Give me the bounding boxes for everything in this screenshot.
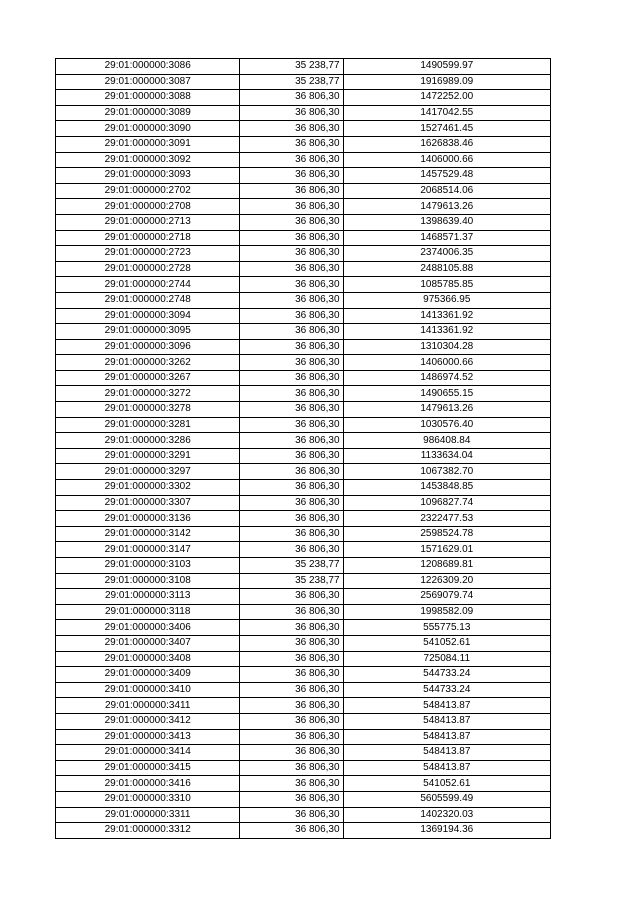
table-row: [56, 199, 551, 215]
cadastral-value-cell: 548413.87: [343, 745, 550, 761]
cadastral-number-cell: 29:01:000000:3412: [56, 713, 240, 729]
cadastral-value-cell: 1133634.04: [343, 448, 550, 464]
table-row: [56, 74, 551, 90]
area-cell: 36 806,30: [240, 308, 343, 324]
table-row: [56, 511, 551, 527]
cadastral-number-cell: 29:01:000000:3118: [56, 604, 240, 620]
area-cell: 36 806,30: [240, 246, 343, 262]
cadastral-number-cell: 29:01:000000:2702: [56, 183, 240, 199]
table-row: [56, 168, 551, 184]
cadastral-number-cell: 29:01:000000:3272: [56, 386, 240, 402]
cadastral-value-cell: 1453848.85: [343, 480, 550, 496]
table-row: [56, 386, 551, 402]
cadastral-number-cell: 29:01:000000:3310: [56, 791, 240, 807]
table-row: [56, 90, 551, 106]
area-cell: 36 806,30: [240, 230, 343, 246]
cadastral-value-cell: 1527461.45: [343, 121, 550, 137]
table-row: [56, 308, 551, 324]
cadastral-number-cell: 29:01:000000:3147: [56, 542, 240, 558]
area-cell: 36 806,30: [240, 386, 343, 402]
cadastral-value-cell: 1085785.85: [343, 277, 550, 293]
area-cell: 36 806,30: [240, 823, 343, 839]
table-row: [56, 604, 551, 620]
cadastral-value-cell: 555775.13: [343, 620, 550, 636]
table-row: [56, 105, 551, 121]
cadastral-number-cell: 29:01:000000:3413: [56, 729, 240, 745]
cadastral-value-cell: 1626838.46: [343, 136, 550, 152]
cadastral-value-cell: 2322477.53: [343, 511, 550, 527]
area-cell: 36 806,30: [240, 136, 343, 152]
cadastral-value-cell: 1406000.66: [343, 152, 550, 168]
cadastral-number-cell: 29:01:000000:3113: [56, 589, 240, 605]
table-row: [56, 402, 551, 418]
cadastral-number-cell: 29:01:000000:3415: [56, 760, 240, 776]
cadastral-value-cell: 2488105.88: [343, 261, 550, 277]
table-row: [56, 121, 551, 137]
table-row: [56, 417, 551, 433]
area-cell: 36 806,30: [240, 713, 343, 729]
area-cell: 36 806,30: [240, 261, 343, 277]
cadastral-number-cell: 29:01:000000:3291: [56, 448, 240, 464]
area-cell: 36 806,30: [240, 464, 343, 480]
cadastral-number-cell: 29:01:000000:3089: [56, 105, 240, 121]
cadastral-number-cell: 29:01:000000:2713: [56, 214, 240, 230]
cadastral-value-cell: 986408.84: [343, 433, 550, 449]
cadastral-number-cell: 29:01:000000:3281: [56, 417, 240, 433]
table-body: [56, 59, 551, 839]
area-cell: 36 806,30: [240, 121, 343, 137]
cadastral-number-cell: 29:01:000000:2718: [56, 230, 240, 246]
cadastral-number-cell: 29:01:000000:3091: [56, 136, 240, 152]
cadastral-number-cell: 29:01:000000:3416: [56, 776, 240, 792]
cadastral-number-cell: 29:01:000000:2708: [56, 199, 240, 215]
area-cell: 36 806,30: [240, 417, 343, 433]
area-cell: 36 806,30: [240, 292, 343, 308]
cadastral-value-cell: 1457529.48: [343, 168, 550, 184]
table-row: [56, 620, 551, 636]
cadastral-value-cell: 544733.24: [343, 667, 550, 683]
area-cell: 36 806,30: [240, 152, 343, 168]
cadastral-value-cell: 1916989.09: [343, 74, 550, 90]
cadastral-number-cell: 29:01:000000:3311: [56, 807, 240, 823]
cadastral-number-cell: 29:01:000000:3262: [56, 355, 240, 371]
table-row: [56, 745, 551, 761]
table-row: [56, 355, 551, 371]
table-row: [56, 729, 551, 745]
table-row: [56, 698, 551, 714]
cadastral-number-cell: 29:01:000000:3087: [56, 74, 240, 90]
cadastral-number-cell: 29:01:000000:2728: [56, 261, 240, 277]
area-cell: 36 806,30: [240, 277, 343, 293]
table-row: [56, 635, 551, 651]
area-cell: 36 806,30: [240, 355, 343, 371]
area-cell: 36 806,30: [240, 370, 343, 386]
cadastral-number-cell: 29:01:000000:3086: [56, 59, 240, 75]
table-row: [56, 448, 551, 464]
cadastral-value-cell: 1998582.09: [343, 604, 550, 620]
cadastral-number-cell: 29:01:000000:3108: [56, 573, 240, 589]
table-row: [56, 558, 551, 574]
cadastral-number-cell: 29:01:000000:3142: [56, 526, 240, 542]
area-cell: 36 806,30: [240, 620, 343, 636]
area-cell: 36 806,30: [240, 791, 343, 807]
area-cell: 36 806,30: [240, 589, 343, 605]
cadastral-value-cell: 1208689.81: [343, 558, 550, 574]
table-row: [56, 713, 551, 729]
cadastral-number-cell: 29:01:000000:3096: [56, 339, 240, 355]
cadastral-number-cell: 29:01:000000:3312: [56, 823, 240, 839]
area-cell: 36 806,30: [240, 698, 343, 714]
cadastral-value-cell: 1310304.28: [343, 339, 550, 355]
table-row: [56, 807, 551, 823]
area-cell: 36 806,30: [240, 511, 343, 527]
area-cell: 36 806,30: [240, 635, 343, 651]
area-cell: 35 238,77: [240, 74, 343, 90]
area-cell: 36 806,30: [240, 480, 343, 496]
cadastral-number-cell: 29:01:000000:3409: [56, 667, 240, 683]
table-row: [56, 246, 551, 262]
table-row: [56, 292, 551, 308]
cadastral-value-cell: 1067382.70: [343, 464, 550, 480]
area-cell: 36 806,30: [240, 667, 343, 683]
cadastral-value-cell: 1479613.26: [343, 199, 550, 215]
area-cell: 36 806,30: [240, 495, 343, 511]
table-row: [56, 542, 551, 558]
cadastral-number-cell: 29:01:000000:3414: [56, 745, 240, 761]
area-cell: 36 806,30: [240, 402, 343, 418]
cadastral-number-cell: 29:01:000000:3410: [56, 682, 240, 698]
area-cell: 36 806,30: [240, 604, 343, 620]
table-row: [56, 495, 551, 511]
cadastral-value-cell: 2598524.78: [343, 526, 550, 542]
cadastral-value-cell: 1413361.92: [343, 324, 550, 340]
cadastral-number-cell: 29:01:000000:3088: [56, 90, 240, 106]
area-cell: 36 806,30: [240, 324, 343, 340]
cadastral-value-cell: 1571629.01: [343, 542, 550, 558]
cadastral-value-cell: 548413.87: [343, 713, 550, 729]
table-row: [56, 823, 551, 839]
area-cell: 36 806,30: [240, 339, 343, 355]
table-row: [56, 152, 551, 168]
area-cell: 36 806,30: [240, 760, 343, 776]
cadastral-value-cell: 1468571.37: [343, 230, 550, 246]
table-row: [56, 339, 551, 355]
cadastral-number-cell: 29:01:000000:3297: [56, 464, 240, 480]
cadastral-value-table: [55, 58, 551, 839]
cadastral-value-cell: 725084.11: [343, 651, 550, 667]
area-cell: 36 806,30: [240, 776, 343, 792]
table-row: [56, 370, 551, 386]
cadastral-value-cell: 544733.24: [343, 682, 550, 698]
cadastral-number-cell: 29:01:000000:3093: [56, 168, 240, 184]
table-row: [56, 682, 551, 698]
cadastral-number-cell: 29:01:000000:3307: [56, 495, 240, 511]
cadastral-value-cell: 548413.87: [343, 729, 550, 745]
area-cell: 36 806,30: [240, 745, 343, 761]
cadastral-value-cell: 1096827.74: [343, 495, 550, 511]
area-cell: 36 806,30: [240, 433, 343, 449]
cadastral-number-cell: 29:01:000000:3302: [56, 480, 240, 496]
cadastral-number-cell: 29:01:000000:3408: [56, 651, 240, 667]
area-cell: 36 806,30: [240, 526, 343, 542]
cadastral-value-cell: 1490655.15: [343, 386, 550, 402]
cadastral-number-cell: 29:01:000000:3090: [56, 121, 240, 137]
cadastral-value-cell: 1417042.55: [343, 105, 550, 121]
cadastral-number-cell: 29:01:000000:3406: [56, 620, 240, 636]
cadastral-value-cell: 1406000.66: [343, 355, 550, 371]
cadastral-value-cell: 1486974.52: [343, 370, 550, 386]
area-cell: 36 806,30: [240, 168, 343, 184]
area-cell: 36 806,30: [240, 214, 343, 230]
cadastral-value-cell: 1413361.92: [343, 308, 550, 324]
area-cell: 36 806,30: [240, 729, 343, 745]
table-row: [56, 651, 551, 667]
table-row: [56, 791, 551, 807]
area-cell: 36 806,30: [240, 199, 343, 215]
table-row: [56, 573, 551, 589]
table-row: [56, 183, 551, 199]
area-cell: 36 806,30: [240, 183, 343, 199]
table-row: [56, 433, 551, 449]
area-cell: 36 806,30: [240, 542, 343, 558]
table-row: [56, 136, 551, 152]
cadastral-number-cell: 29:01:000000:3411: [56, 698, 240, 714]
area-cell: 36 806,30: [240, 651, 343, 667]
cadastral-value-cell: 548413.87: [343, 760, 550, 776]
table-row: [56, 59, 551, 75]
cadastral-value-cell: 541052.61: [343, 635, 550, 651]
area-cell: 36 806,30: [240, 807, 343, 823]
table-row: [56, 261, 551, 277]
table-row: [56, 526, 551, 542]
cadastral-number-cell: 29:01:000000:3136: [56, 511, 240, 527]
cadastral-value-cell: 2374006.35: [343, 246, 550, 262]
area-cell: 36 806,30: [240, 105, 343, 121]
table-row: [56, 589, 551, 605]
cadastral-number-cell: 29:01:000000:2723: [56, 246, 240, 262]
table-row: [56, 776, 551, 792]
table-row: [56, 464, 551, 480]
cadastral-number-cell: 29:01:000000:2748: [56, 292, 240, 308]
table-row: [56, 324, 551, 340]
cadastral-value-cell: 975366.95: [343, 292, 550, 308]
cadastral-number-cell: 29:01:000000:3278: [56, 402, 240, 418]
cadastral-value-cell: 1490599.97: [343, 59, 550, 75]
table-row: [56, 760, 551, 776]
cadastral-number-cell: 29:01:000000:3407: [56, 635, 240, 651]
cadastral-number-cell: 29:01:000000:3267: [56, 370, 240, 386]
cadastral-value-cell: 1226309.20: [343, 573, 550, 589]
cadastral-value-cell: 1479613.26: [343, 402, 550, 418]
cadastral-number-cell: 29:01:000000:3095: [56, 324, 240, 340]
area-cell: 35 238,77: [240, 59, 343, 75]
area-cell: 36 806,30: [240, 90, 343, 106]
table-row: [56, 480, 551, 496]
cadastral-number-cell: 29:01:000000:2744: [56, 277, 240, 293]
cadastral-value-cell: 1369194.36: [343, 823, 550, 839]
cadastral-number-cell: 29:01:000000:3286: [56, 433, 240, 449]
cadastral-value-cell: 5605599.49: [343, 791, 550, 807]
cadastral-value-cell: 1472252.00: [343, 90, 550, 106]
cadastral-number-cell: 29:01:000000:3103: [56, 558, 240, 574]
cadastral-value-cell: 1402320.03: [343, 807, 550, 823]
cadastral-value-cell: 1030576.40: [343, 417, 550, 433]
cadastral-value-cell: 548413.87: [343, 698, 550, 714]
area-cell: 36 806,30: [240, 448, 343, 464]
table-row: [56, 277, 551, 293]
cadastral-number-cell: 29:01:000000:3094: [56, 308, 240, 324]
cadastral-value-cell: 541052.61: [343, 776, 550, 792]
cadastral-value-cell: 2068514.06: [343, 183, 550, 199]
area-cell: 35 238,77: [240, 573, 343, 589]
area-cell: 36 806,30: [240, 682, 343, 698]
cadastral-number-cell: 29:01:000000:3092: [56, 152, 240, 168]
table-row: [56, 230, 551, 246]
table-row: [56, 214, 551, 230]
table-row: [56, 667, 551, 683]
area-cell: 35 238,77: [240, 558, 343, 574]
cadastral-value-cell: 1398639.40: [343, 214, 550, 230]
cadastral-value-cell: 2569079.74: [343, 589, 550, 605]
